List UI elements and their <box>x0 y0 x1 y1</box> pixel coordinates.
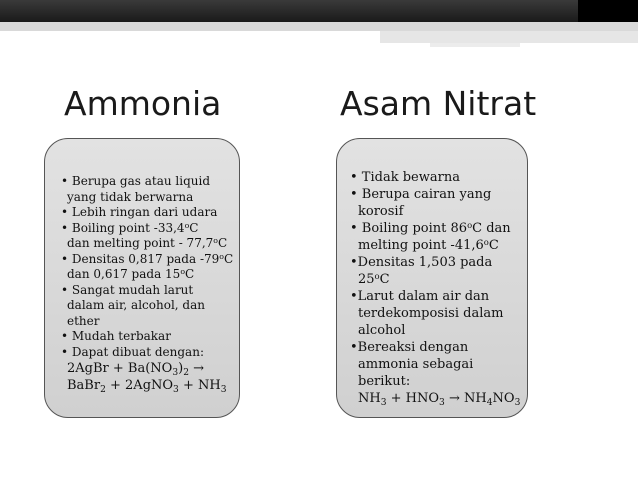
decorative-stripe <box>380 31 638 43</box>
list-item: • Berupa gas atau liquid <box>61 174 211 188</box>
decorative-stripe <box>430 43 520 47</box>
list-item: korosif <box>358 204 404 219</box>
list-item: • Mudah terbakar <box>61 329 171 343</box>
asam-nitrat-properties-list <box>350 169 526 407</box>
ammonia-properties-list <box>61 174 239 394</box>
list-item: •Larut dalam air dan <box>350 289 490 304</box>
list-item: dalam air, alcohol, dan <box>67 298 205 312</box>
list-item: alcohol <box>358 323 406 338</box>
list-item: dan melting point - 77,7$^o$C <box>67 236 228 250</box>
list-item: dan 0,617 pada 15$^o$C <box>67 267 195 281</box>
list-item: • Sangat mudah larut <box>61 282 194 297</box>
list-item: • Boiling point -33,4$^o$C <box>61 220 199 235</box>
asam-nitrat-heading: Asam Nitrat <box>340 84 537 123</box>
list-item: • Densitas 0,817 pada -79$^o$C <box>61 251 234 266</box>
list-item: • Lebih ringan dari udara <box>61 205 218 219</box>
list-item: •Bereaksi dengan <box>350 340 469 355</box>
ammonia-heading: Ammonia <box>64 84 222 123</box>
decorative-stripe <box>0 22 638 31</box>
list-item: ammonia sebagai <box>358 357 474 372</box>
list-item: terdekomposisi dalam <box>358 306 504 321</box>
list-item: ether <box>67 313 100 328</box>
reaction-equation: BaBr$_2$ + 2AgNO$_3$ + $NH_3$ <box>67 378 227 395</box>
reaction-equation: $NH_3 + HNO_3 \to NH_4NO_3$ <box>358 391 521 408</box>
list-item: berikut: <box>358 374 411 389</box>
list-item: 25$^o$C <box>358 271 390 287</box>
top-accent-block <box>578 0 638 22</box>
list-item: • Dapat dibuat dengan: <box>61 344 204 359</box>
reaction-equation: 2AgBr + $Ba(NO_3)_2$ → <box>67 361 205 378</box>
list-item: •Densitas 1,503 pada <box>350 255 493 270</box>
top-decoration-bar <box>0 0 638 22</box>
list-item: • Berupa cairan yang <box>350 187 492 202</box>
list-item: • Boiling point 86$^o$C dan <box>350 220 511 236</box>
list-item: yang tidak berwarna <box>67 189 194 204</box>
list-item: • Tidak bewarna <box>350 170 460 185</box>
list-item: melting point -41,6$^o$C <box>358 237 499 253</box>
